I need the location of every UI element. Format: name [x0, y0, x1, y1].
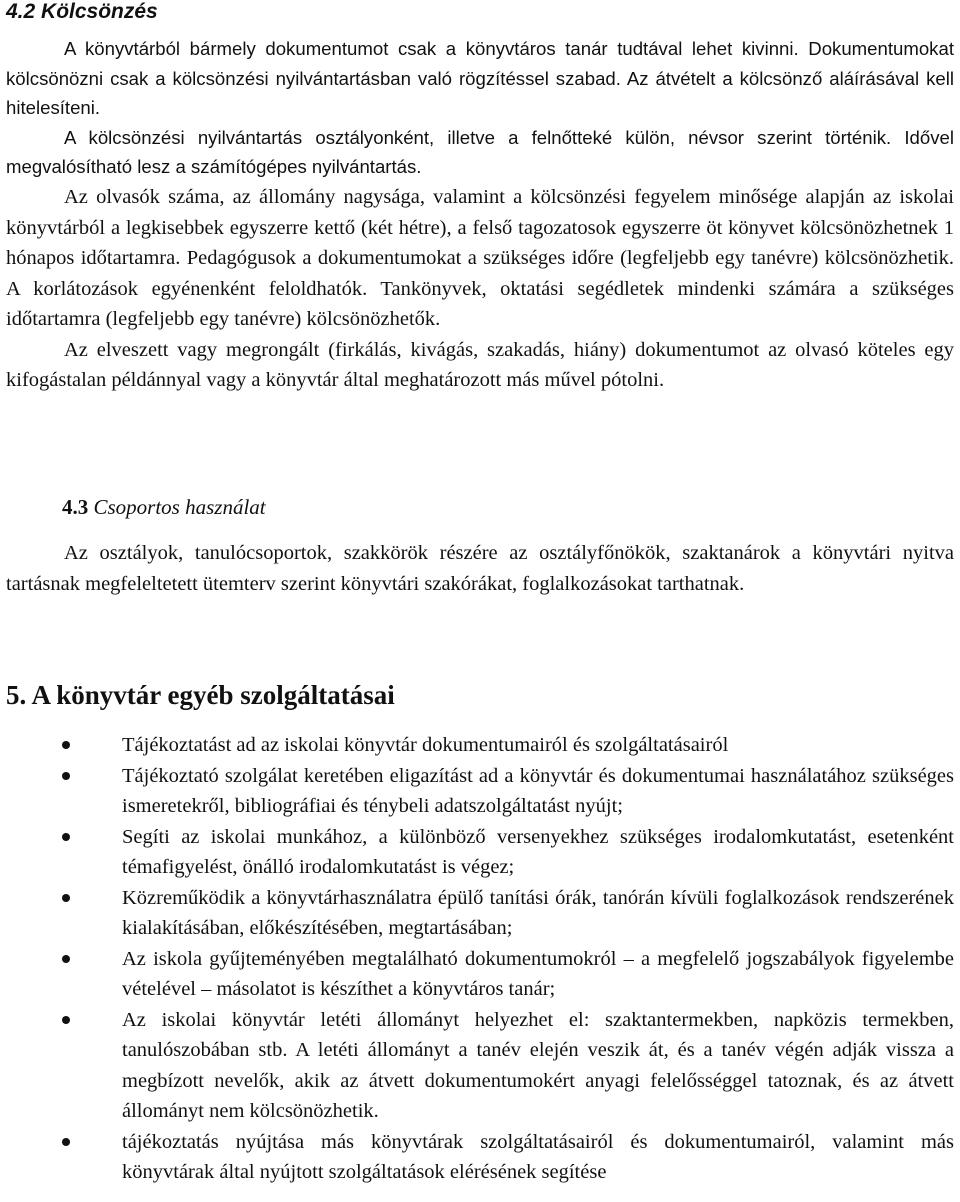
list-item	[0, 944, 960, 1005]
section-4-2-sans-text	[6, 34, 954, 182]
bullet-icon	[62, 1016, 70, 1024]
bullet-icon	[62, 955, 70, 963]
paragraph: A kölcsönzési nyilvántartás osztályonként, illetve a felnőtteké külön, névsor szerint történik. Idővel megvalósítható lesz a számítógépes nyilvántartás.	[6, 126, 954, 177]
list-item-text: tájékoztatás nyújtása más könyvtárak szolgáltatásairól és dokumentumairól, valamint más könyvtárak által nyújtott szolgáltatások elérésének segítése	[122, 1130, 954, 1183]
heading-text: Csoportos használat	[88, 495, 266, 519]
heading-number: 4.3	[62, 495, 89, 519]
list-item-text: Közreműködik a könyvtárhasználatra épülő tanítási órák, tanórán kívüli foglalkozások rendszerének kialakításában, előkészítésében, megtartásában;	[122, 886, 954, 939]
section-heading-5: 5. A könyvtár egyéb szolgáltatásai	[6, 680, 395, 710]
section-4-2-serif-text	[6, 182, 954, 396]
section-heading-4-3	[62, 495, 266, 520]
list-item	[0, 822, 960, 883]
paragraph: Az elveszett vagy megrongált (firkálás, kivágás, szakadás, hiány) dokumentumot az olvasó köteles egy kifogástalan példánnyal vagy a könyvtár által meghatározott más művel pótolni.	[6, 338, 954, 391]
paragraph: A könyvtárból bármely dokumentumot csak a könyvtáros tanár tudtával lehet kivinni. Dokumentumokat kölcsönözni csak a kölcsönzési nyilvántartásban való rögzítéssel szabad. Az átvételt a kölcsönző aláírásával kell hitelesíteni.	[6, 38, 954, 118]
paragraph: Az olvasók száma, az állomány nagysága, valamint a kölcsönzési fegyelem minősége alapján az iskolai könyvtárból a legkisebbek egyszerre kettő (két hétre), a felső tagozatosok egyszerre öt könyvet kölcsönözhetnek 1 hónapos időtartamra. Pedagógusok a dokumentumokat a szükséges időre (legfeljebb egy tanévre) kölcsönözhetik. A korlátozások egyénenként feloldhatók. Tankönyvek, oktatási segédletek mindenki számára a szükséges időtartamra (legfeljebb egy tanévre) kölcsönözhetők.	[6, 186, 954, 330]
list-item	[0, 761, 960, 822]
bullet-icon	[62, 772, 70, 780]
bullet-icon	[62, 894, 70, 902]
list-item-text: Az iskolai könyvtár letéti állományt helyezhet el: szaktantermekben, napközis termekben, tanulószobában stb. A letéti állományt a tanév elején veszik át, és a tanév végén adják vissza a megbízott nevelők, akik az átvett dokumentumokért anyagi felelősséggel tatoznak, és az átvett állományt nem kölcsönözhetik.	[122, 1008, 954, 1122]
list-item-text: Segíti az iskolai munkához, a különböző versenyekhez szükséges irodalomkutatást, esetenként témafigyelést, önálló irodalomkutatást is végez;	[122, 825, 954, 878]
section-4-3-text	[6, 538, 954, 599]
list-item	[0, 730, 960, 761]
list-item-text: Tájékoztató szolgálat keretében eligazítást ad a könyvtár és dokumentumai használatához szükséges ismeretekről, bibliográfiai és ténybeli adatszolgáltatást nyújt;	[122, 764, 954, 817]
bullet-icon	[62, 833, 70, 841]
list-item-text: Az iskola gyűjteményében megtalálható dokumentumokról – a megfelelő jogszabályok figyelembe vételével – másolatot is készíthet a könyvtáros tanár;	[122, 947, 954, 1000]
list-item	[0, 1005, 960, 1127]
bullet-icon	[62, 741, 70, 749]
bullet-icon	[62, 1138, 70, 1146]
section-heading-4-2: 4.2 Kölcsönzés	[6, 0, 158, 23]
paragraph: Az osztályok, tanulócsoportok, szakkörök részére az osztályfőnökök, szaktanárok a könyvtári nyitva tartásnak megfeleltetett ütemterv szerint könyvtári szakórákat, foglalkozásokat tarthatnak.	[6, 542, 954, 595]
services-list	[0, 730, 960, 1188]
list-item	[0, 1127, 960, 1188]
list-item-text: Tájékoztatást ad az iskolai könyvtár dokumentumairól és szolgáltatásairól	[122, 734, 729, 756]
list-item	[0, 883, 960, 944]
